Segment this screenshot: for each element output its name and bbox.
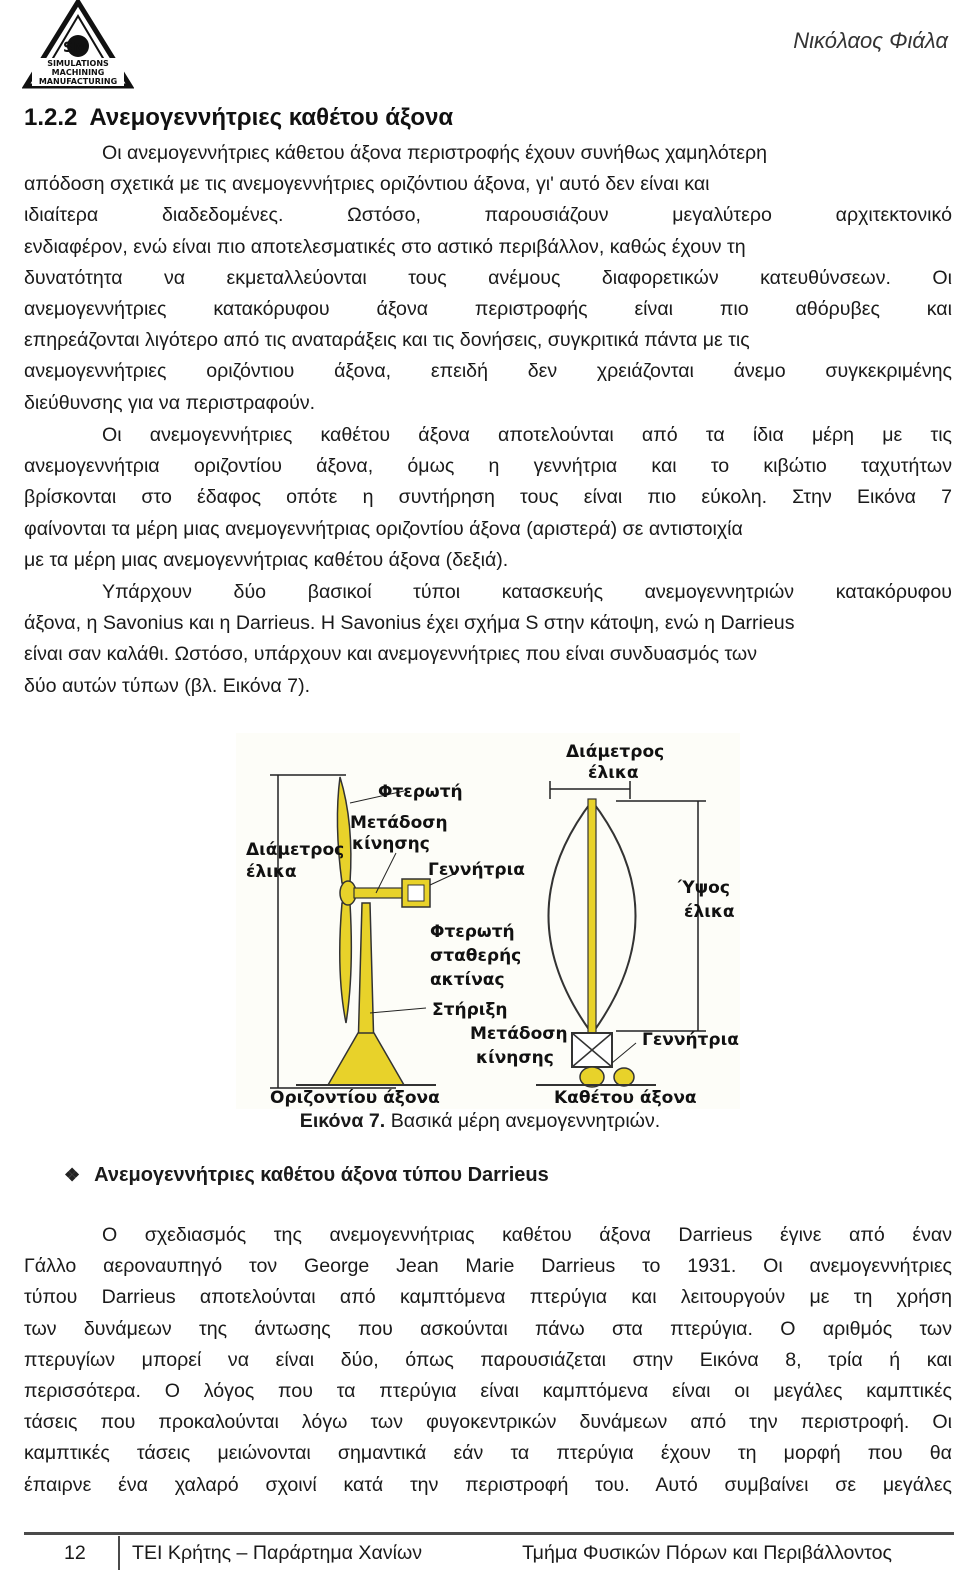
p3-line: είναι σαν καλάθι. Ωστόσο, υπάρχουν και ανεμογεννήτριες που είναι συνδυασμός των <box>24 643 758 666</box>
paragraph-3 <box>24 577 952 702</box>
page-number: 12 <box>64 1542 86 1564</box>
p1-line: ιδιαίτερα διαδεδομένες. Ωστόσο, παρουσιάζουν μεγαλύτερο αρχιτεκτονικό <box>24 204 952 227</box>
p4-line: τάσεις που προκαλούνται λόγω των φυγοκεντρικών δυνάμεων από την περιστροφή. Οι <box>24 1411 952 1434</box>
p1-line: ανεμογεννήτριες κατακόρυφου άξονα περιστροφής είναι πιο αθόρυβες και <box>24 298 952 321</box>
section-number: 1.2.2 <box>24 104 78 131</box>
label-fixed-blade-2: σταθερής <box>430 946 522 966</box>
p1-line: διεύθυνσης για να περιστραφούν. <box>24 391 316 414</box>
label-rotor-diameter-2: έλικα <box>246 862 297 882</box>
label-transmission-v: Μετάδοση <box>470 1024 568 1044</box>
caption-label: Εικόνα 7. <box>299 1110 386 1132</box>
logo-line-1: SIMULATIONS <box>47 59 109 68</box>
paragraph-1 <box>24 138 952 419</box>
p1-line: ανεμογεννήτριες οριζόντιου άξονα, επειδή δεν χρειάζονται άνεμο συγκεκριμένης <box>24 360 952 383</box>
footer-institution: ΤΕΙ Κρήτης – Παράρτημα Χανίων <box>132 1542 423 1564</box>
paragraph-2 <box>24 420 952 576</box>
author-name: Νικόλαος Φιάλα <box>793 28 948 53</box>
p3-line: δύο αυτών τύπων (βλ. Εικόνα 7). <box>24 674 311 697</box>
footer-divider <box>24 1532 954 1535</box>
figure-wind-turbines <box>236 733 740 1109</box>
p2-line: βρίσκονται στο έδαφος οπότε η συντήρηση τους είναι πιο εύκολη. Στην Εικόνα 7 <box>24 486 952 509</box>
label-transmission: Μετάδοση <box>350 813 448 833</box>
sm-logo <box>22 0 134 90</box>
page-footer <box>24 1536 954 1570</box>
logo-line-3: MANUFACTURING <box>38 77 118 86</box>
p2-line: ανεμογεννήτρια οριζοντίου άξονα, όμως η γεννήτρια και το κιβώτιο ταχυτήτων <box>24 455 952 478</box>
footer-department: Τμήμα Φυσικών Πόρων και Περιβάλλοντος <box>522 1542 892 1564</box>
section-title: Ανεμογεννήτριες καθέτου άξονα <box>89 104 454 131</box>
subsection-title: Ανεμογεννήτριες καθέτου άξονα τύπου Darrieus <box>94 1164 549 1186</box>
p2-line: με τα μέρη μιας ανεμογεννήτριας καθέτου άξονα (δεξιά). <box>24 548 509 571</box>
p4-line: τύπου Darrieus αποτελούνται από καμπτόμενα πτερύγια και λειτουργούν με τη χρήση <box>24 1286 952 1309</box>
label-rotor-diameter: Διάμετρος <box>246 840 345 860</box>
subsection-heading <box>64 1164 549 1187</box>
label-v-diameter: Διάμετρος <box>566 742 665 762</box>
p1-line: επηρεάζονται λιγότερο από τις αναταράξεις και τις δονήσεις, συγκριτικά πάντα με τις <box>24 329 750 352</box>
label-v-diameter-2: έλικα <box>588 763 639 783</box>
label-support: Στήριξη <box>432 1000 508 1020</box>
label-generator-v: Γεννήτρια <box>642 1030 739 1050</box>
p1-line: ενδιαφέρον, ενώ είναι πιο αποτελεσματικές στο αστικό περιβάλλον, καθώς έχουν τη <box>24 235 746 258</box>
p4-line: Γάλλο αεροναυπηγό τον George Jean Marie Darrieus το 1931. Οι ανεμογεννήτριες <box>24 1255 952 1278</box>
p1-line: δυνατότητα να εκμεταλλεύονται τους ανέμους διαφορετικών κατευθύνσεων. Οι <box>24 266 952 289</box>
p3-line: άξονα, η Savonius και η Darrieus. Η Savonius έχει σχήμα S στην κάτοψη, ενώ η Darrieus <box>24 612 795 635</box>
label-transmission-2: κίνησης <box>352 834 430 854</box>
logo-letters: SM <box>63 40 88 56</box>
logo-line-2: MACHINING <box>51 68 105 77</box>
p4-line: περισσότερα. Ο λόγος που τα πτερύγια είναι καμπτόμενα είναι οι μεγάλες καμπτικές <box>24 1380 952 1403</box>
p1-line: Οι ανεμογεννήτριες κάθετου άξονα περιστροφής έχουν συνήθως χαμηλότερη <box>102 142 768 164</box>
paragraph-4 <box>24 1220 952 1501</box>
diamond-bullet-icon: ❖ <box>64 1165 81 1185</box>
label-transmission-v-2: κίνησης <box>476 1048 554 1068</box>
label-vertical-axis: Καθέτου άξονα <box>554 1088 697 1108</box>
footer-separator <box>118 1536 120 1570</box>
label-blade: Φτερωτή <box>378 782 463 802</box>
section-heading <box>24 104 453 132</box>
p2-line: φαίνονται τα μέρη μιας ανεμογεννήτριας οριζοντίου άξονα (αριστερά) σε αντιστοιχία <box>24 517 743 540</box>
p4-line: πτερυγίων μπορεί να είναι δύο, όπως παρουσιάζεται στην Εικόνα 8, τρία ή και <box>24 1348 952 1371</box>
figure-caption <box>0 1110 960 1133</box>
p4-line: καμπτικές τάσεις μειώνονται σημαντικά εάν τα πτερύγια έχουν τη μορφή που θα <box>24 1442 952 1465</box>
label-fixed-blade: Φτερωτή <box>430 922 515 942</box>
p4-line: έπαιρνε ένα χαλαρό σχοινί κατά την περιστροφή του. Αυτό συμβαίνει σε μεγάλες <box>24 1473 952 1496</box>
label-fixed-blade-3: ακτίνας <box>430 970 505 990</box>
label-height: Ύψος <box>678 878 730 898</box>
label-horizontal-axis: Οριζοντίου άξονα <box>270 1088 440 1108</box>
p2-line: Οι ανεμογεννήτριες καθέτου άξονα αποτελούνται από τα ίδια μέρη με τις <box>102 424 952 446</box>
label-height-2: έλικα <box>684 902 735 922</box>
p4-line: Ο σχεδιασμός της ανεμογεννήτριας καθέτου άξονα Darrieus έγινε από έναν <box>102 1224 952 1246</box>
caption-text: Βασικά μέρη ανεμογεννητριών. <box>385 1110 661 1132</box>
p3-line: Υπάρχουν δύο βασικοί τύποι κατασκευής ανεμογεννητριών κατακόρυφου <box>102 581 952 603</box>
label-generator: Γεννήτρια <box>428 860 525 880</box>
p4-line: των δυνάμεων της άντωσης που ασκούνται πάνω στα πτερύγια. Ο αριθμός των <box>24 1317 952 1340</box>
p1-line: απόδοση σχετικά με τις ανεμογεννήτριες οριζόντιου άξονα, γι' αυτό δεν είναι και <box>24 173 710 196</box>
